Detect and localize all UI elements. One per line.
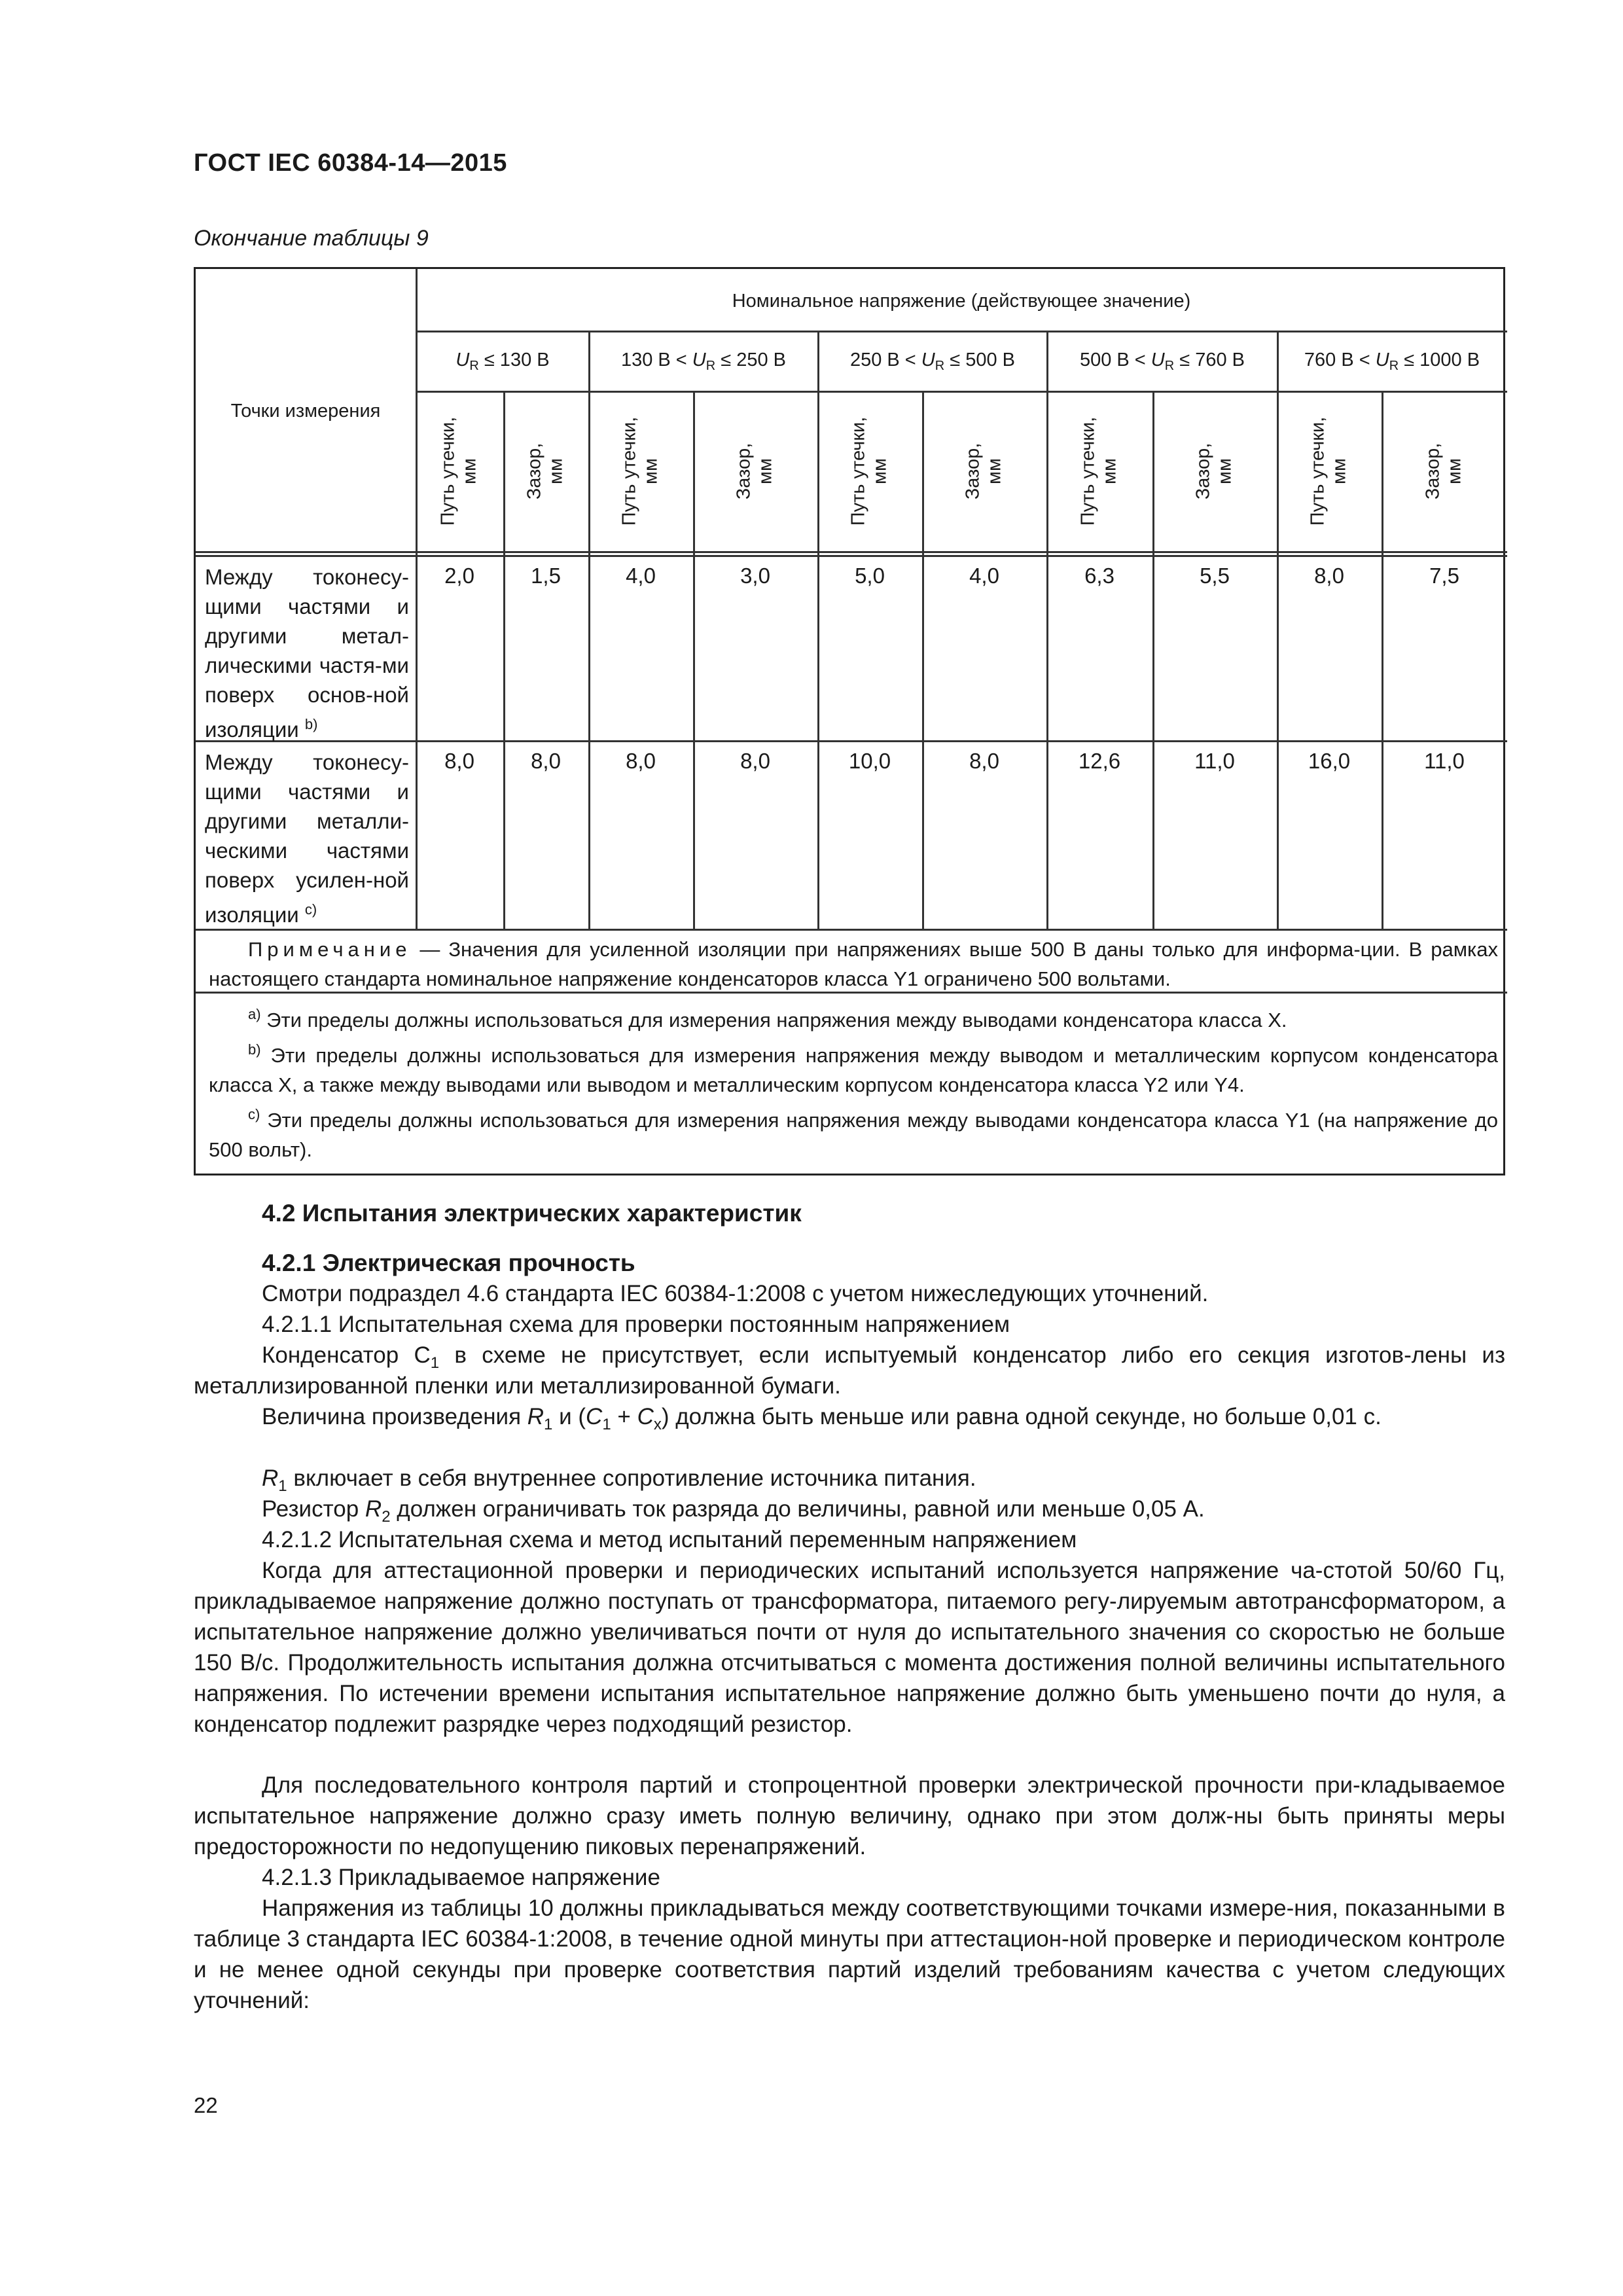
paragraph-r1: $R_1$ включает в себя внутреннее сопротивление источника питания. bbox=[262, 1465, 976, 1495]
value-cell: 5,0 bbox=[855, 564, 885, 588]
paragraph-ac-test: Когда для аттестационной проверки и периодических испытаний используется напряжение ча-стотой 50/60 Гц, прикладываемое напряжение должно поступать от трансформатора, питаемого регу-лируемым автотрансформатором, а испытательное напряжение должно увеличиваться почти от нуля до испытательного значения со скоростью не больше 150 В/с. Продолжительность испытания должна отсчитываться с момента достижения полной величины испытательного напряжения. По истечении времени испытания испытательное напряжение должно быть уменьшено почти до нуля, а конденсатор подлежит разрядке через подходящий резистор. bbox=[194, 1558, 1505, 1737]
footnote-c: $^{c)}$ Эти пределы должны использоваться для измерения напряжения между выводами конденсатора класса Y1 (на напряжение до 500 вольт). bbox=[209, 1106, 1498, 1161]
row-label-reinforced-insulation: Между токонесу-щими частями и другими металли-ческими частями поверх усилен-ной изоляции $^{c)}$ bbox=[205, 750, 409, 927]
value-cell: 16,0 bbox=[1308, 749, 1351, 773]
value-cell: 11,0 bbox=[1424, 749, 1465, 773]
creepage-header: Путь утечки, мм bbox=[1307, 416, 1350, 526]
footnote-a: $^{a)}$ Эти пределы должны использоваться для измерения напряжения между выводами конденсатора класса X. bbox=[248, 1006, 1287, 1031]
table-note: Примечание — Значения для усиленной изоляции при напряжениях выше 500 В даны только для информа-ции. В рамках настоящего стандарта номинальное напряжение конденсаторов класса Y1 ограничено 500 вольтами. bbox=[209, 938, 1498, 990]
value-cell: 8,0 bbox=[740, 749, 770, 773]
clearance-header: Зазор, мм bbox=[733, 442, 776, 499]
voltage-range-header: 130 $В < U_R \le 250$ В bbox=[620, 350, 787, 373]
stub-header: Точки измерения bbox=[230, 401, 381, 422]
value-cell: 8,0 bbox=[626, 749, 656, 773]
section-heading-4-2-1: 4.2.1 Электрическая прочность bbox=[262, 1249, 635, 1276]
table-footnotes bbox=[196, 996, 1507, 1164]
value-cell: 2,0 bbox=[444, 564, 474, 588]
rule bbox=[416, 331, 1507, 332]
value-cell: 8,0 bbox=[531, 749, 561, 773]
value-cell: 7,5 bbox=[1429, 564, 1459, 588]
table-caption: Окончание таблицы 9 bbox=[194, 226, 429, 251]
value-cell: 8,0 bbox=[444, 749, 474, 773]
voltage-range-header: 760 $В < U_R \le 1000$ В bbox=[1304, 350, 1480, 373]
creepage-header: Путь утечки, мм bbox=[437, 416, 480, 526]
subsection-4-2-1-2: 4.2.1.2 Испытательная схема и метод испытаний переменным напряжением bbox=[262, 1527, 1077, 1552]
value-cell: 1,5 bbox=[531, 564, 561, 588]
subsection-4-2-1-1: 4.2.1.1 Испытательная схема для проверки постоянным напряжением bbox=[262, 1312, 1010, 1337]
value-cell: 12,6 bbox=[1078, 749, 1121, 773]
value-cell: 4,0 bbox=[969, 564, 999, 588]
voltage-range-header: 250 $В < U_R \le 500$ В bbox=[849, 350, 1016, 373]
value-cell: 3,0 bbox=[740, 564, 770, 588]
paragraph-rc-product: Величина произведения $R_1$ и $(C_1 + C_x)$ должна быть меньше или равна одной секунде, но больше 0,01 с. bbox=[262, 1404, 1382, 1433]
table-9 bbox=[194, 267, 1505, 1175]
group-header: Номинальное напряжение (действующее значение) bbox=[732, 291, 1191, 312]
value-cell: 5,5 bbox=[1200, 564, 1230, 588]
clearance-header: Зазор, мм bbox=[1192, 442, 1236, 499]
creepage-header: Путь утечки, мм bbox=[618, 416, 662, 526]
document-id: ГОСТ IEC 60384-14—2015 bbox=[194, 149, 507, 177]
footnote-b: $^{b)}$ Эти пределы должны использоваться для измерения напряжения между выводом и металлическим корпусом конденсатора класса X, а также между выводами или выводом и металлическим корпусом конденсатора класса Y2 или Y4. bbox=[209, 1041, 1498, 1096]
paragraph-applied-voltage: Напряжения из таблицы 10 должны прикладываться между соответствующими точками измере-ния, показанными в таблице 3 стандарта IEC 60384-1:2008, в течение одной минуты при аттестацион-ной проверке и периодическом контроле и не менее одной секунды при проверке соответствия партий изделий требованиям качества с учетом следующих уточнений: bbox=[194, 1895, 1505, 2013]
voltage-range-header: $U_R \le 130$ В bbox=[455, 350, 550, 373]
creepage-header: Путь утечки, мм bbox=[1077, 416, 1120, 526]
creepage-header: Путь утечки, мм bbox=[847, 416, 891, 526]
voltage-range-header: 500 $В < U_R \le 760$ В bbox=[1079, 350, 1245, 373]
paragraph-batch-control: Для последовательного контроля партий и стопроцентной проверки электрической прочности при-кладываемое испытательное напряжение должно сразу иметь полную величину, однако при этом долж-ны быть приняты меры предосторожности по недопущению пиковых перенапряжений. bbox=[194, 1772, 1505, 1859]
value-cell: 6,3 bbox=[1084, 564, 1115, 588]
paragraph-capacitor-c1: Конденсатор $C_1$ в схеме не присутствует, если испытуемый конденсатор либо его секция изготов-лены из металлизированной пленки или металлизированной бумаги. bbox=[194, 1342, 1505, 1399]
value-cell: 10,0 bbox=[848, 749, 891, 773]
value-cell: 4,0 bbox=[626, 564, 656, 588]
clearance-header: Зазор, мм bbox=[1422, 442, 1465, 499]
page-number: 22 bbox=[194, 2093, 218, 2117]
value-cell: 8,0 bbox=[1314, 564, 1344, 588]
section-heading-4-2: 4.2 Испытания электрических характеристик bbox=[262, 1200, 802, 1227]
value-cell: 11,0 bbox=[1194, 749, 1235, 773]
paragraph-see-standard: Смотри подраздел 4.6 стандарта IEC 60384-1:2008 с учетом нижеследующих уточнений. bbox=[262, 1281, 1209, 1306]
value-cell: 8,0 bbox=[969, 749, 999, 773]
rule bbox=[196, 551, 1507, 553]
row-label-basic-insulation: Между токонесу-щими частями и другими метал-лическими частя-ми поверх основ-ной изоляции $^{b)}$ bbox=[205, 565, 409, 742]
subsection-4-2-1-3: 4.2.1.3 Прикладываемое напряжение bbox=[262, 1865, 660, 1890]
clearance-header: Зазор, мм bbox=[524, 442, 567, 499]
paragraph-r2: Резистор $R_2$ должен ограничивать ток разряда до величины, равной или меньше 0,05 А. bbox=[262, 1496, 1205, 1526]
clearance-header: Зазор, мм bbox=[962, 442, 1005, 499]
